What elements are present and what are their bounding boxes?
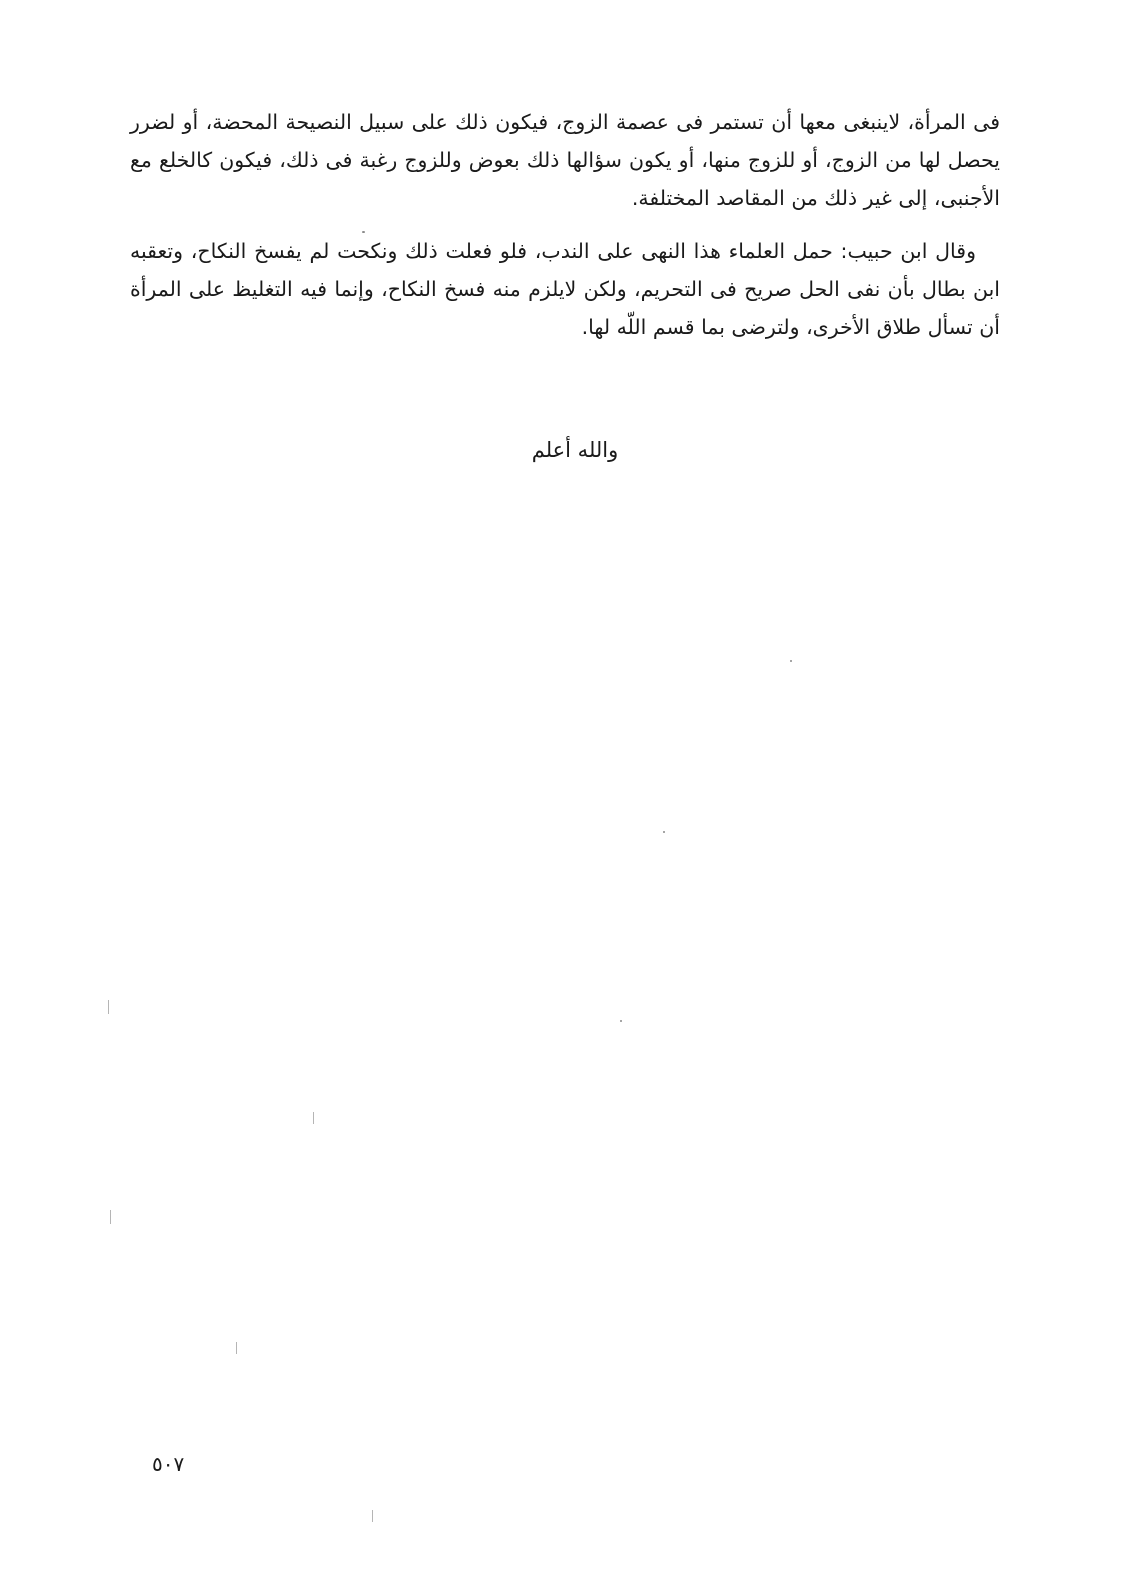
scan-speck [620, 1020, 622, 1022]
scan-mark [236, 1342, 237, 1354]
page-number: ٥٠٧ [152, 1452, 185, 1476]
paragraph-1: فى المرأة، لاينبغى معها أن تستمر فى عصمة الزوج، فيكون ذلك على سبيل النصيحة المحضة، أو لضرر يحصل لها من الزوج، أو للزوج منها، أو يكون سؤالها ذلك بعوض وللزوج رغبة فى ذلك، فيكون كالخلع مع الأجنبى، إلى غير ذلك من المقاصد المختلفة. [130, 110, 1000, 210]
scan-mark [108, 1000, 109, 1014]
closing-phrase: والله أعلم [531, 438, 619, 462]
scan-mark [110, 1210, 111, 1224]
scan-mark [313, 1112, 314, 1124]
scan-speck [362, 231, 365, 233]
scan-speck [790, 660, 792, 662]
scan-speck [663, 831, 665, 833]
body-text [130, 103, 1000, 346]
paragraph-2: وقال ابن حبيب: حمل العلماء هذا النهى على الندب، فلو فعلت ذلك ونكحت لم يفسخ النكاح، وتعقبه ابن بطال بأن نفى الحل صريح فى التحريم، ولكن لايلزم منه فسخ النكاح، وإنما فيه التغليظ على المرأة أن تسأل طلاق الأخرى، ولترضى بما قسم اللّه لها. [130, 239, 1000, 339]
scan-mark [372, 1510, 373, 1522]
